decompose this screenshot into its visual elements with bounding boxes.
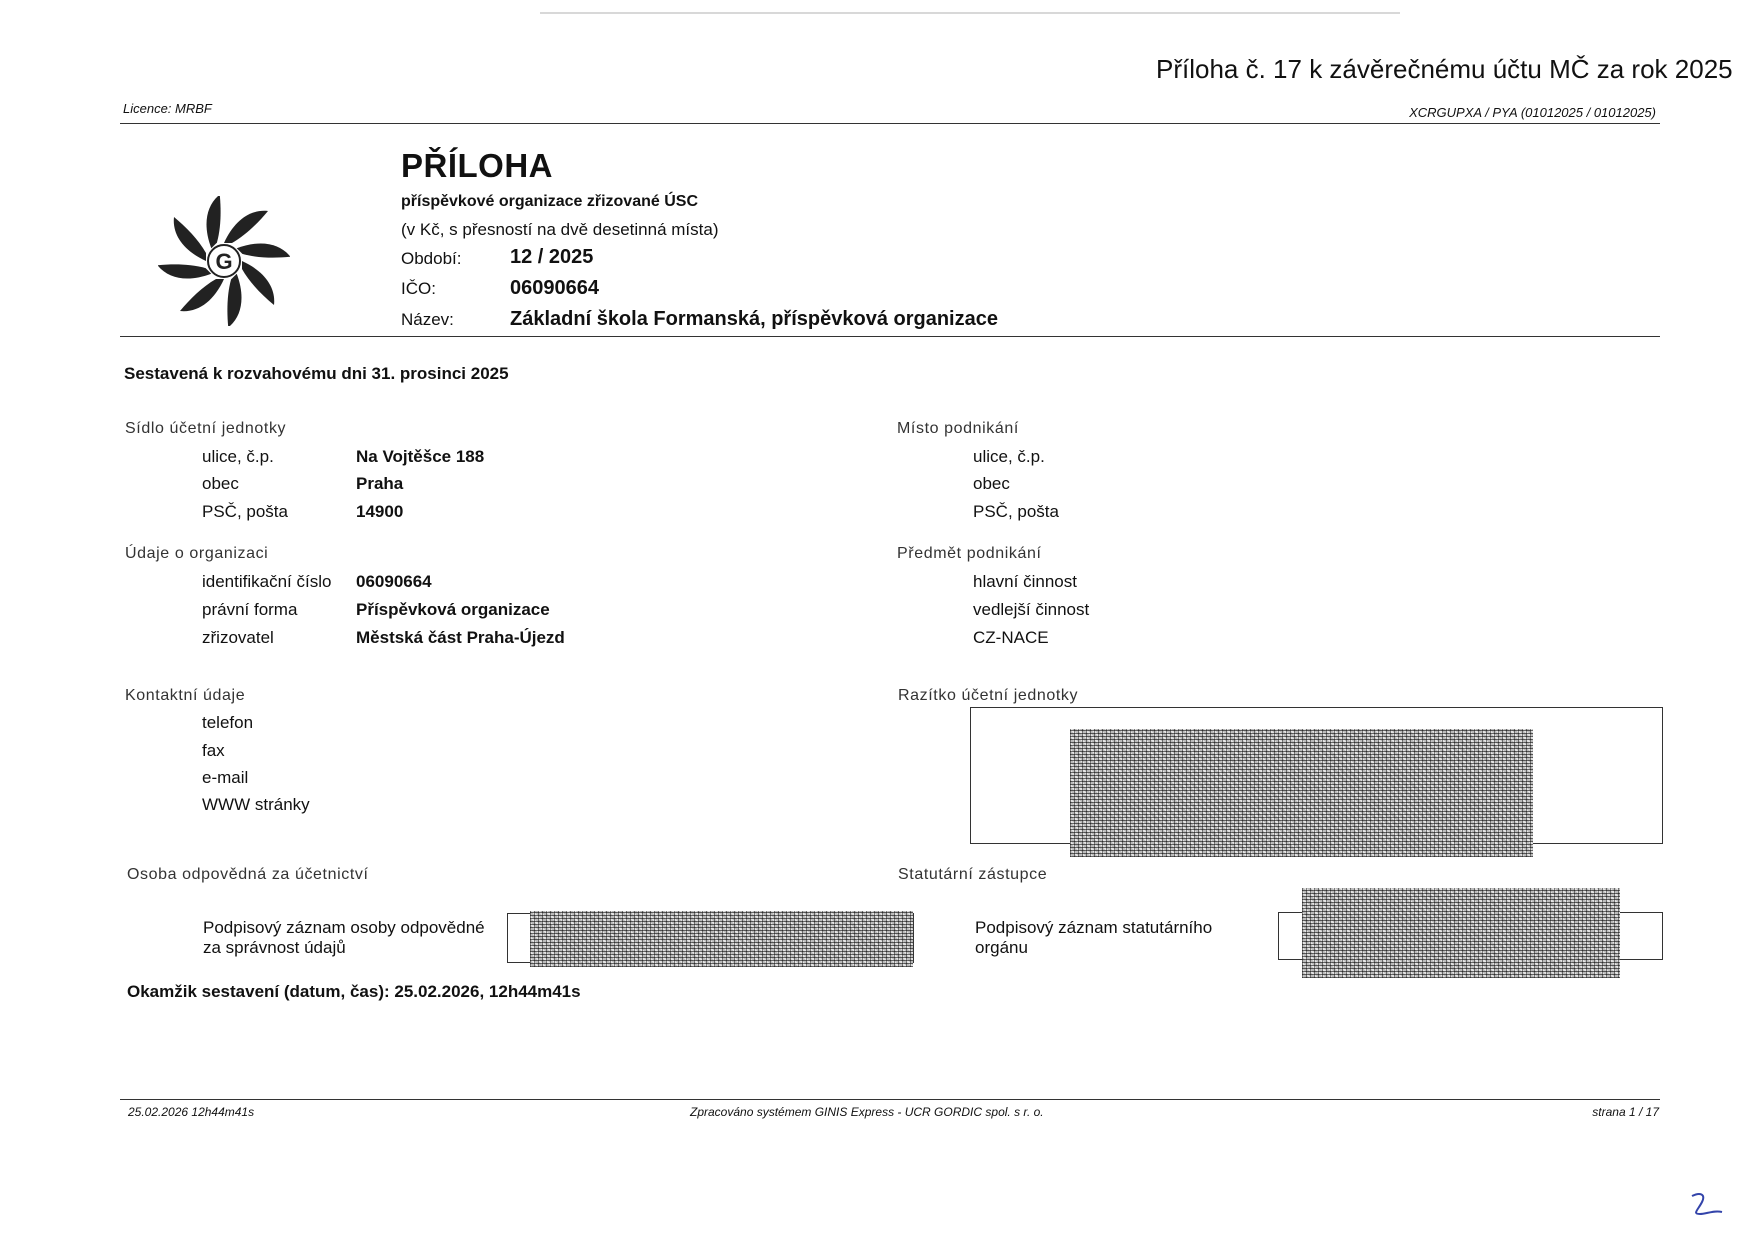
email-label: e-mail bbox=[202, 768, 249, 787]
org-form-label: právní forma bbox=[202, 600, 298, 619]
header-rule bbox=[120, 123, 1660, 124]
responsible-signature-label bbox=[203, 918, 485, 958]
balance-date-line: Sestavená k rozvahovému dni 31. prosinci 2025 bbox=[124, 364, 509, 383]
org-id-label: identifikační číslo bbox=[202, 572, 332, 591]
stamp-image bbox=[1070, 729, 1533, 857]
logo-letter: G bbox=[215, 249, 233, 274]
responsible-sig-line2: za správnost údajů bbox=[203, 938, 346, 957]
business-zip-label: PSČ, pošta bbox=[973, 502, 1059, 521]
responsible-sig-line1: Podpisový záznam osoby odpovědné bbox=[203, 918, 485, 937]
business-place-heading: Místo podnikání bbox=[897, 420, 1019, 437]
org-heading: Údaje o organizaci bbox=[125, 545, 269, 562]
footer-page-number: strana 1 / 17 bbox=[1592, 1105, 1659, 1119]
main-activity-label: hlavní činnost bbox=[973, 572, 1077, 591]
footer-rule bbox=[120, 1099, 1660, 1100]
responsible-heading: Osoba odpovědná za účetnictví bbox=[127, 866, 369, 883]
title-rule bbox=[120, 336, 1660, 337]
statutory-heading: Statutární zástupce bbox=[898, 866, 1048, 883]
ico-label: IČO: bbox=[401, 279, 436, 298]
name-label: Název: bbox=[401, 310, 454, 329]
annex-heading: Příloha č. 17 k závěrečnému účtu MČ za rok 2025 bbox=[1156, 54, 1733, 84]
seat-zip-value: 14900 bbox=[356, 502, 404, 521]
period-value: 12 / 2025 bbox=[510, 246, 594, 268]
phone-label: telefon bbox=[202, 713, 254, 732]
seat-city-label: obec bbox=[202, 474, 239, 493]
fax-label: fax bbox=[202, 741, 225, 760]
scan-edge-line bbox=[540, 12, 1400, 14]
period-label: Období: bbox=[401, 249, 462, 268]
footer-timestamp: 25.02.2026 12h44m41s bbox=[128, 1105, 255, 1119]
compilation-instant: Okamžik sestavení (datum, čas): 25.02.2026, 12h44m41s bbox=[127, 982, 581, 1001]
gordic-logo-icon bbox=[158, 196, 290, 326]
org-id-value: 06090664 bbox=[356, 572, 432, 591]
ico-value: 06090664 bbox=[510, 277, 599, 299]
statutory-sig-line2: orgánu bbox=[975, 938, 1028, 957]
licence-text: Licence: MRBF bbox=[123, 101, 212, 116]
statutory-signature-image bbox=[1302, 888, 1620, 978]
seat-zip-label: PSČ, pošta bbox=[202, 502, 288, 521]
statutory-sig-line1: Podpisový záznam statutárního bbox=[975, 918, 1213, 937]
business-city-label: obec bbox=[973, 474, 1010, 493]
seat-city-value: Praha bbox=[356, 474, 404, 493]
side-activity-label: vedlejší činnost bbox=[973, 600, 1090, 619]
report-code: XCRGUPXA / PYA (01012025 / 01012025) bbox=[1409, 105, 1656, 120]
statutory-signature-label bbox=[975, 918, 1212, 958]
org-form-value: Příspěvková organizace bbox=[356, 600, 550, 619]
handwritten-mark-icon bbox=[1686, 1188, 1726, 1222]
seat-heading: Sídlo účetní jednotky bbox=[125, 420, 287, 437]
business-subject-heading: Předmět podnikání bbox=[897, 545, 1042, 562]
organization-name: Základní škola Formanská, příspěvková organizace bbox=[510, 308, 998, 330]
contacts-heading: Kontaktní údaje bbox=[125, 687, 246, 704]
document-subtitle: příspěvkové organizace zřizované ÚSC bbox=[401, 193, 698, 210]
precision-note: (v Kč, s přesností na dvě desetinná místa) bbox=[401, 220, 719, 239]
footer-system: Zpracováno systémem GINIS Express - UCR GORDIC spol. s r. o. bbox=[690, 1105, 1044, 1119]
stamp-heading: Razítko účetní jednotky bbox=[898, 687, 1079, 704]
responsible-signature-image bbox=[530, 911, 913, 967]
nace-label: CZ-NACE bbox=[973, 628, 1049, 647]
seat-street-label: ulice, č.p. bbox=[202, 447, 274, 466]
seat-street-value: Na Vojtěšce 188 bbox=[356, 447, 485, 466]
document-title: PŘÍLOHA bbox=[401, 147, 553, 184]
web-label: WWW stránky bbox=[202, 795, 310, 814]
business-street-label: ulice, č.p. bbox=[973, 447, 1045, 466]
org-founder-label: zřizovatel bbox=[202, 628, 274, 647]
org-founder-value: Městská část Praha-Újezd bbox=[356, 628, 565, 647]
